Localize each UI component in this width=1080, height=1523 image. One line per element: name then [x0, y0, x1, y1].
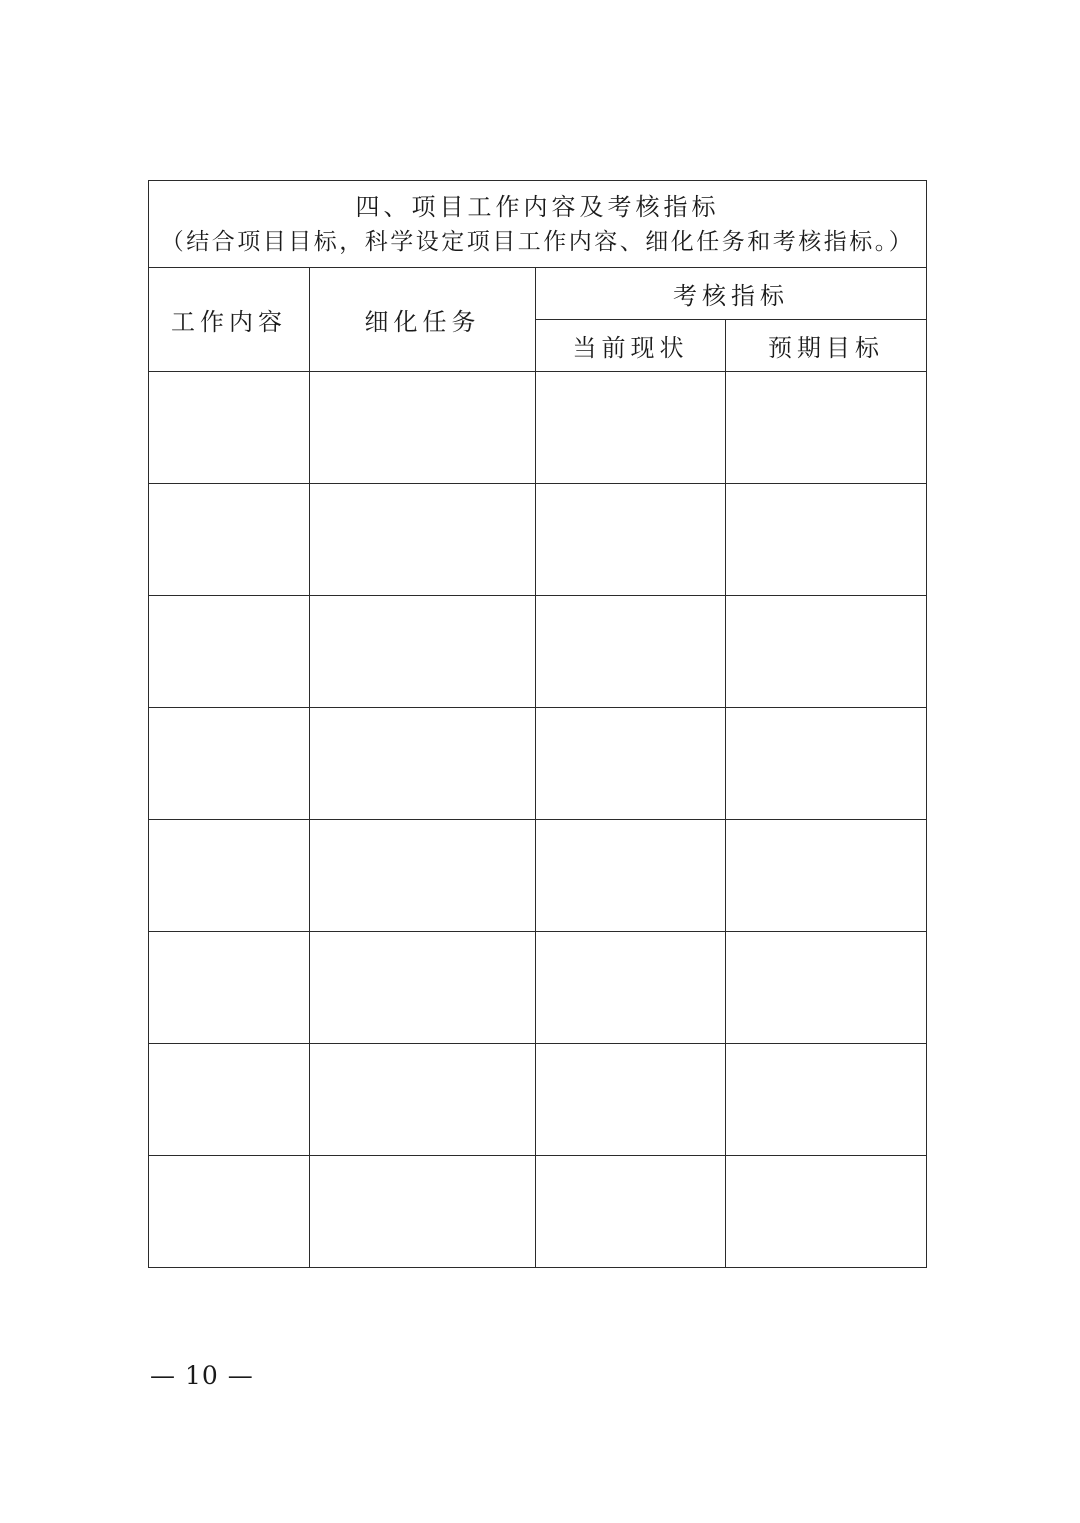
- cell-expected-target[interactable]: [726, 820, 927, 932]
- cell-expected-target[interactable]: [726, 1156, 927, 1268]
- cell-work-content[interactable]: [149, 932, 310, 1044]
- cell-detailed-tasks[interactable]: [310, 820, 536, 932]
- cell-detailed-tasks[interactable]: [310, 1156, 536, 1268]
- section-title: 四、项目工作内容及考核指标: [355, 193, 720, 221]
- header-current-status: 当前现状: [536, 320, 726, 372]
- table-row: [149, 1156, 927, 1268]
- cell-current-status[interactable]: [536, 596, 726, 708]
- cell-current-status[interactable]: [536, 820, 726, 932]
- table-title-row: [149, 181, 927, 268]
- cell-expected-target[interactable]: [726, 484, 927, 596]
- table-row: [149, 596, 927, 708]
- cell-expected-target[interactable]: [726, 1044, 927, 1156]
- cell-work-content[interactable]: [149, 1156, 310, 1268]
- page-number: — 10 —: [150, 1361, 254, 1390]
- header-expected-target: 预期目标: [726, 320, 927, 372]
- cell-expected-target[interactable]: [726, 932, 927, 1044]
- table-row: [149, 372, 927, 484]
- header-assessment-indicators: 考核指标: [536, 268, 927, 320]
- table-row: [149, 484, 927, 596]
- cell-work-content[interactable]: [149, 596, 310, 708]
- header-work-content: 工作内容: [149, 268, 310, 372]
- table-row: [149, 932, 927, 1044]
- section-subtitle: （结合项目目标，科学设定项目工作内容、细化任务和考核指标。）: [160, 229, 915, 255]
- header-detailed-tasks: 细化任务: [310, 268, 536, 372]
- cell-detailed-tasks[interactable]: [310, 372, 536, 484]
- cell-detailed-tasks[interactable]: [310, 932, 536, 1044]
- work-content-assessment-table: [148, 180, 927, 1268]
- header-row-top: [149, 268, 927, 320]
- cell-work-content[interactable]: [149, 484, 310, 596]
- table-title-cell: [149, 181, 927, 268]
- cell-current-status[interactable]: [536, 372, 726, 484]
- cell-work-content[interactable]: [149, 372, 310, 484]
- table-row: [149, 708, 927, 820]
- cell-detailed-tasks[interactable]: [310, 596, 536, 708]
- table-row: [149, 820, 927, 932]
- cell-detailed-tasks[interactable]: [310, 708, 536, 820]
- cell-current-status[interactable]: [536, 1044, 726, 1156]
- cell-current-status[interactable]: [536, 708, 726, 820]
- cell-work-content[interactable]: [149, 708, 310, 820]
- cell-work-content[interactable]: [149, 820, 310, 932]
- cell-expected-target[interactable]: [726, 372, 927, 484]
- cell-current-status[interactable]: [536, 932, 726, 1044]
- cell-current-status[interactable]: [536, 484, 726, 596]
- table-row: [149, 1044, 927, 1156]
- cell-expected-target[interactable]: [726, 708, 927, 820]
- cell-current-status[interactable]: [536, 1156, 726, 1268]
- cell-detailed-tasks[interactable]: [310, 1044, 536, 1156]
- cell-detailed-tasks[interactable]: [310, 484, 536, 596]
- cell-expected-target[interactable]: [726, 596, 927, 708]
- cell-work-content[interactable]: [149, 1044, 310, 1156]
